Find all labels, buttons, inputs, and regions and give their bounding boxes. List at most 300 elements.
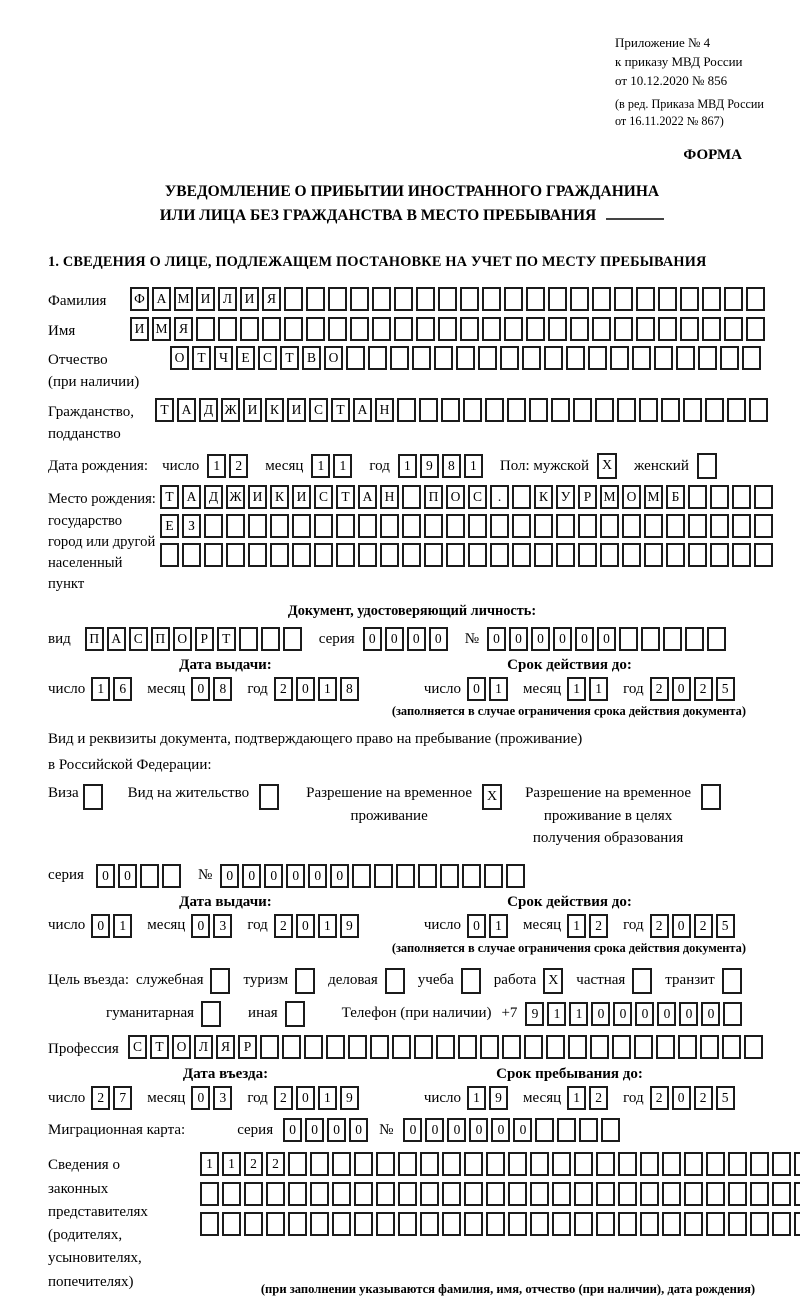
char-cell[interactable]: 0	[701, 1002, 720, 1026]
char-cell[interactable]	[266, 1212, 285, 1236]
char-cell[interactable]	[772, 1152, 791, 1176]
char-cell[interactable]	[350, 317, 369, 341]
char-cell[interactable]	[728, 1212, 747, 1236]
char-cell[interactable]	[705, 398, 724, 422]
char-cell[interactable]: 9	[525, 1002, 544, 1026]
char-cell[interactable]: 1	[113, 914, 132, 938]
char-cell[interactable]	[706, 1152, 725, 1176]
char-cell[interactable]	[702, 317, 721, 341]
char-cell[interactable]	[754, 514, 773, 538]
char-cell[interactable]	[354, 1212, 373, 1236]
char-cell[interactable]	[390, 346, 409, 370]
char-cell[interactable]	[772, 1212, 791, 1236]
char-cell[interactable]	[666, 514, 685, 538]
char-cell[interactable]: О	[172, 1035, 191, 1059]
char-cell[interactable]: Ж	[226, 485, 245, 509]
char-cell[interactable]	[720, 346, 739, 370]
char-cell[interactable]	[612, 1035, 631, 1059]
char-cell[interactable]: М	[174, 287, 193, 311]
char-cell[interactable]: У	[556, 485, 575, 509]
char-cell[interactable]	[420, 1212, 439, 1236]
char-cell[interactable]	[622, 543, 641, 567]
char-cell[interactable]: 1	[200, 1152, 219, 1176]
char-cell[interactable]	[590, 1035, 609, 1059]
char-cell[interactable]	[680, 317, 699, 341]
char-cell[interactable]	[458, 1035, 477, 1059]
char-cell[interactable]: 9	[340, 914, 359, 938]
char-cell[interactable]: 2	[694, 914, 713, 938]
char-cell[interactable]: И	[248, 485, 267, 509]
char-cell[interactable]	[414, 1035, 433, 1059]
char-cell[interactable]	[592, 317, 611, 341]
char-cell[interactable]: 0	[635, 1002, 654, 1026]
char-cell[interactable]: О	[173, 627, 192, 651]
char-cell[interactable]	[574, 1212, 593, 1236]
char-cell[interactable]: 2	[650, 1086, 669, 1110]
char-cell[interactable]	[640, 1212, 659, 1236]
char-cell[interactable]	[486, 1212, 505, 1236]
char-cell[interactable]	[441, 398, 460, 422]
char-cell[interactable]: Т	[336, 485, 355, 509]
char-cell[interactable]	[617, 398, 636, 422]
char-cell[interactable]	[512, 543, 531, 567]
char-cell[interactable]: 1	[467, 1086, 486, 1110]
char-cell[interactable]	[284, 317, 303, 341]
char-cell[interactable]: М	[152, 317, 171, 341]
char-cell[interactable]	[464, 1182, 483, 1206]
char-cell[interactable]: С	[128, 1035, 147, 1059]
char-cell[interactable]: 0	[191, 914, 210, 938]
char-cell[interactable]: 0	[96, 864, 115, 888]
char-cell[interactable]	[398, 1182, 417, 1206]
char-cell[interactable]: А	[107, 627, 126, 651]
char-cell[interactable]: Я	[262, 287, 281, 311]
char-cell[interactable]: 0	[447, 1118, 466, 1142]
char-cell[interactable]	[456, 346, 475, 370]
char-cell[interactable]: К	[534, 485, 553, 509]
char-cell[interactable]	[552, 1152, 571, 1176]
char-cell[interactable]	[434, 346, 453, 370]
char-cell[interactable]	[710, 485, 729, 509]
char-cell[interactable]	[248, 543, 267, 567]
char-cell[interactable]	[578, 514, 597, 538]
char-cell[interactable]	[746, 317, 765, 341]
char-cell[interactable]: И	[287, 398, 306, 422]
char-cell[interactable]	[328, 287, 347, 311]
char-cell[interactable]	[460, 287, 479, 311]
char-cell[interactable]	[534, 543, 553, 567]
char-cell[interactable]	[566, 346, 585, 370]
char-cell[interactable]	[507, 398, 526, 422]
char-cell[interactable]	[484, 864, 503, 888]
char-cell[interactable]	[644, 514, 663, 538]
char-cell[interactable]: 2	[589, 914, 608, 938]
char-cell[interactable]	[326, 1035, 345, 1059]
char-cell[interactable]: 0	[296, 1086, 315, 1110]
char-cell[interactable]	[402, 514, 421, 538]
char-cell[interactable]	[508, 1212, 527, 1236]
char-cell[interactable]: Д	[199, 398, 218, 422]
char-cell[interactable]	[285, 1001, 305, 1027]
char-cell[interactable]: 9	[489, 1086, 508, 1110]
char-cell[interactable]	[546, 1035, 565, 1059]
char-cell[interactable]: 0	[118, 864, 137, 888]
char-cell[interactable]: А	[358, 485, 377, 509]
char-cell[interactable]: О	[324, 346, 343, 370]
char-cell[interactable]	[162, 864, 181, 888]
char-cell[interactable]: 0	[575, 627, 594, 651]
char-cell[interactable]	[622, 514, 641, 538]
char-cell[interactable]	[684, 1212, 703, 1236]
char-cell[interactable]: К	[270, 485, 289, 509]
char-cell[interactable]: Р	[238, 1035, 257, 1059]
char-cell[interactable]	[641, 627, 660, 651]
char-cell[interactable]	[348, 1035, 367, 1059]
char-cell[interactable]: П	[424, 485, 443, 509]
char-cell[interactable]: X	[597, 453, 617, 479]
char-cell[interactable]	[262, 317, 281, 341]
char-cell[interactable]	[392, 1035, 411, 1059]
char-cell[interactable]	[402, 485, 421, 509]
char-cell[interactable]	[632, 346, 651, 370]
char-cell[interactable]	[794, 1212, 800, 1236]
char-cell[interactable]	[639, 398, 658, 422]
char-cell[interactable]	[596, 1212, 615, 1236]
char-cell[interactable]: 1	[318, 914, 337, 938]
char-cell[interactable]	[480, 1035, 499, 1059]
char-cell[interactable]	[706, 1182, 725, 1206]
char-cell[interactable]	[424, 514, 443, 538]
char-cell[interactable]	[201, 1001, 221, 1027]
char-cell[interactable]	[270, 543, 289, 567]
char-cell[interactable]	[678, 1035, 697, 1059]
char-cell[interactable]: 2	[229, 454, 248, 478]
char-cell[interactable]	[200, 1182, 219, 1206]
char-cell[interactable]: 1	[489, 677, 508, 701]
char-cell[interactable]	[372, 287, 391, 311]
char-cell[interactable]: 0	[363, 627, 382, 651]
char-cell[interactable]	[618, 1182, 637, 1206]
char-cell[interactable]: 0	[672, 1086, 691, 1110]
char-cell[interactable]	[634, 1035, 653, 1059]
char-cell[interactable]	[288, 1212, 307, 1236]
char-cell[interactable]: П	[151, 627, 170, 651]
char-cell[interactable]	[684, 1152, 703, 1176]
char-cell[interactable]: М	[600, 485, 619, 509]
char-cell[interactable]	[548, 287, 567, 311]
char-cell[interactable]	[266, 1182, 285, 1206]
char-cell[interactable]: 0	[191, 677, 210, 701]
char-cell[interactable]	[601, 1118, 620, 1142]
char-cell[interactable]: 2	[266, 1152, 285, 1176]
char-cell[interactable]	[618, 1152, 637, 1176]
char-cell[interactable]: 6	[113, 677, 132, 701]
char-cell[interactable]: Ч	[214, 346, 233, 370]
char-cell[interactable]	[259, 784, 279, 810]
char-cell[interactable]: 0	[672, 914, 691, 938]
char-cell[interactable]	[485, 398, 504, 422]
char-cell[interactable]: Т	[217, 627, 236, 651]
char-cell[interactable]	[140, 864, 159, 888]
char-cell[interactable]	[442, 1152, 461, 1176]
char-cell[interactable]	[284, 287, 303, 311]
char-cell[interactable]: 0	[613, 1002, 632, 1026]
char-cell[interactable]	[482, 317, 501, 341]
char-cell[interactable]: 0	[469, 1118, 488, 1142]
char-cell[interactable]	[596, 1182, 615, 1206]
char-cell[interactable]	[336, 514, 355, 538]
char-cell[interactable]	[573, 398, 592, 422]
char-cell[interactable]	[556, 514, 575, 538]
char-cell[interactable]	[684, 1182, 703, 1206]
char-cell[interactable]	[418, 864, 437, 888]
char-cell[interactable]	[663, 627, 682, 651]
char-cell[interactable]: 0	[429, 627, 448, 651]
char-cell[interactable]: 2	[244, 1152, 263, 1176]
char-cell[interactable]	[600, 543, 619, 567]
char-cell[interactable]	[618, 1212, 637, 1236]
char-cell[interactable]	[292, 514, 311, 538]
char-cell[interactable]	[282, 1035, 301, 1059]
char-cell[interactable]: 0	[467, 677, 486, 701]
char-cell[interactable]	[468, 514, 487, 538]
char-cell[interactable]: В	[302, 346, 321, 370]
char-cell[interactable]: С	[129, 627, 148, 651]
char-cell[interactable]	[376, 1212, 395, 1236]
char-cell[interactable]	[358, 543, 377, 567]
char-cell[interactable]	[574, 1182, 593, 1206]
char-cell[interactable]	[728, 1152, 747, 1176]
char-cell[interactable]: М	[644, 485, 663, 509]
char-cell[interactable]	[548, 317, 567, 341]
char-cell[interactable]	[397, 398, 416, 422]
char-cell[interactable]	[416, 287, 435, 311]
char-cell[interactable]: 0	[296, 677, 315, 701]
char-cell[interactable]	[244, 1182, 263, 1206]
char-cell[interactable]: Л	[218, 287, 237, 311]
char-cell[interactable]: 1	[547, 1002, 566, 1026]
char-cell[interactable]: 1	[589, 677, 608, 701]
char-cell[interactable]	[722, 1035, 741, 1059]
char-cell[interactable]	[260, 1035, 279, 1059]
char-cell[interactable]	[524, 1035, 543, 1059]
char-cell[interactable]	[522, 346, 541, 370]
char-cell[interactable]	[724, 317, 743, 341]
char-cell[interactable]: Р	[195, 627, 214, 651]
char-cell[interactable]: С	[258, 346, 277, 370]
char-cell[interactable]	[552, 1182, 571, 1206]
char-cell[interactable]	[464, 1212, 483, 1236]
char-cell[interactable]: 9	[340, 1086, 359, 1110]
char-cell[interactable]: 0	[597, 627, 616, 651]
char-cell[interactable]	[490, 514, 509, 538]
char-cell[interactable]: 2	[650, 677, 669, 701]
char-cell[interactable]	[658, 287, 677, 311]
char-cell[interactable]	[530, 1182, 549, 1206]
char-cell[interactable]: Т	[150, 1035, 169, 1059]
char-cell[interactable]: Я	[216, 1035, 235, 1059]
char-cell[interactable]: 0	[591, 1002, 610, 1026]
char-cell[interactable]: Ф	[130, 287, 149, 311]
char-cell[interactable]: 0	[283, 1118, 302, 1142]
char-cell[interactable]	[666, 543, 685, 567]
char-cell[interactable]: 2	[274, 914, 293, 938]
char-cell[interactable]: 0	[509, 627, 528, 651]
char-cell[interactable]: 1	[207, 454, 226, 478]
char-cell[interactable]	[750, 1182, 769, 1206]
char-cell[interactable]	[350, 287, 369, 311]
char-cell[interactable]	[358, 514, 377, 538]
char-cell[interactable]: Т	[280, 346, 299, 370]
char-cell[interactable]	[746, 287, 765, 311]
char-cell[interactable]	[440, 864, 459, 888]
char-cell[interactable]	[732, 543, 751, 567]
char-cell[interactable]	[710, 514, 729, 538]
char-cell[interactable]	[552, 1212, 571, 1236]
char-cell[interactable]: Л	[194, 1035, 213, 1059]
char-cell[interactable]	[210, 968, 230, 994]
char-cell[interactable]	[754, 485, 773, 509]
char-cell[interactable]	[732, 485, 751, 509]
char-cell[interactable]	[727, 398, 746, 422]
char-cell[interactable]	[314, 543, 333, 567]
char-cell[interactable]	[706, 1212, 725, 1236]
char-cell[interactable]: 0	[242, 864, 261, 888]
char-cell[interactable]: 1	[311, 454, 330, 478]
char-cell[interactable]	[310, 1212, 329, 1236]
char-cell[interactable]	[200, 1212, 219, 1236]
char-cell[interactable]	[462, 864, 481, 888]
char-cell[interactable]	[506, 864, 525, 888]
char-cell[interactable]	[482, 287, 501, 311]
char-cell[interactable]	[442, 1182, 461, 1206]
char-cell[interactable]	[702, 287, 721, 311]
char-cell[interactable]	[424, 543, 443, 567]
char-cell[interactable]	[683, 398, 702, 422]
char-cell[interactable]: 9	[420, 454, 439, 478]
char-cell[interactable]: 1	[567, 677, 586, 701]
char-cell[interactable]	[794, 1152, 800, 1176]
char-cell[interactable]	[295, 968, 315, 994]
char-cell[interactable]: 2	[589, 1086, 608, 1110]
char-cell[interactable]	[530, 1212, 549, 1236]
char-cell[interactable]	[742, 346, 761, 370]
char-cell[interactable]: 0	[491, 1118, 510, 1142]
char-cell[interactable]	[368, 346, 387, 370]
char-cell[interactable]: 2	[694, 677, 713, 701]
char-cell[interactable]	[292, 543, 311, 567]
char-cell[interactable]: Т	[192, 346, 211, 370]
char-cell[interactable]: 1	[567, 914, 586, 938]
char-cell[interactable]: А	[177, 398, 196, 422]
char-cell[interactable]	[574, 1152, 593, 1176]
char-cell[interactable]	[385, 968, 405, 994]
char-cell[interactable]: 1	[91, 677, 110, 701]
char-cell[interactable]: Я	[174, 317, 193, 341]
char-cell[interactable]: 1	[333, 454, 352, 478]
char-cell[interactable]	[744, 1035, 763, 1059]
char-cell[interactable]: Т	[160, 485, 179, 509]
char-cell[interactable]	[420, 1182, 439, 1206]
char-cell[interactable]: 7	[113, 1086, 132, 1110]
char-cell[interactable]: Д	[204, 485, 223, 509]
char-cell[interactable]	[500, 346, 519, 370]
char-cell[interactable]: С	[314, 485, 333, 509]
char-cell[interactable]	[490, 543, 509, 567]
char-cell[interactable]	[656, 1035, 675, 1059]
char-cell[interactable]	[288, 1182, 307, 1206]
char-cell[interactable]	[446, 514, 465, 538]
char-cell[interactable]	[438, 317, 457, 341]
char-cell[interactable]: 5	[716, 1086, 735, 1110]
char-cell[interactable]	[529, 398, 548, 422]
char-cell[interactable]	[182, 543, 201, 567]
char-cell[interactable]	[352, 864, 371, 888]
char-cell[interactable]: Р	[578, 485, 597, 509]
char-cell[interactable]: 0	[425, 1118, 444, 1142]
char-cell[interactable]	[508, 1152, 527, 1176]
char-cell[interactable]: 0	[286, 864, 305, 888]
char-cell[interactable]	[688, 543, 707, 567]
char-cell[interactable]	[218, 317, 237, 341]
char-cell[interactable]	[614, 317, 633, 341]
char-cell[interactable]	[478, 346, 497, 370]
char-cell[interactable]: 0	[407, 627, 426, 651]
char-cell[interactable]	[196, 317, 215, 341]
char-cell[interactable]: X	[543, 968, 563, 994]
char-cell[interactable]	[463, 398, 482, 422]
char-cell[interactable]	[336, 543, 355, 567]
char-cell[interactable]: 0	[487, 627, 506, 651]
char-cell[interactable]: О	[170, 346, 189, 370]
char-cell[interactable]	[346, 346, 365, 370]
char-cell[interactable]	[688, 485, 707, 509]
char-cell[interactable]	[556, 543, 575, 567]
char-cell[interactable]	[685, 627, 704, 651]
char-cell[interactable]: И	[243, 398, 262, 422]
char-cell[interactable]: 2	[274, 1086, 293, 1110]
char-cell[interactable]	[754, 543, 773, 567]
char-cell[interactable]	[398, 1152, 417, 1176]
char-cell[interactable]	[619, 627, 638, 651]
char-cell[interactable]	[442, 1212, 461, 1236]
char-cell[interactable]	[332, 1212, 351, 1236]
char-cell[interactable]	[707, 627, 726, 651]
char-cell[interactable]	[750, 1212, 769, 1236]
char-cell[interactable]	[750, 1152, 769, 1176]
char-cell[interactable]	[662, 1182, 681, 1206]
char-cell[interactable]	[412, 346, 431, 370]
char-cell[interactable]	[794, 1182, 800, 1206]
char-cell[interactable]: 1	[567, 1086, 586, 1110]
char-cell[interactable]: А	[182, 485, 201, 509]
char-cell[interactable]: 0	[657, 1002, 676, 1026]
char-cell[interactable]	[332, 1152, 351, 1176]
char-cell[interactable]	[535, 1118, 554, 1142]
char-cell[interactable]	[588, 346, 607, 370]
char-cell[interactable]	[698, 346, 717, 370]
char-cell[interactable]	[654, 346, 673, 370]
char-cell[interactable]	[508, 1182, 527, 1206]
char-cell[interactable]: О	[446, 485, 465, 509]
char-cell[interactable]	[380, 543, 399, 567]
char-cell[interactable]	[464, 1152, 483, 1176]
char-cell[interactable]: 5	[716, 677, 735, 701]
char-cell[interactable]: Т	[331, 398, 350, 422]
char-cell[interactable]	[636, 317, 655, 341]
char-cell[interactable]	[204, 514, 223, 538]
char-cell[interactable]	[461, 968, 481, 994]
